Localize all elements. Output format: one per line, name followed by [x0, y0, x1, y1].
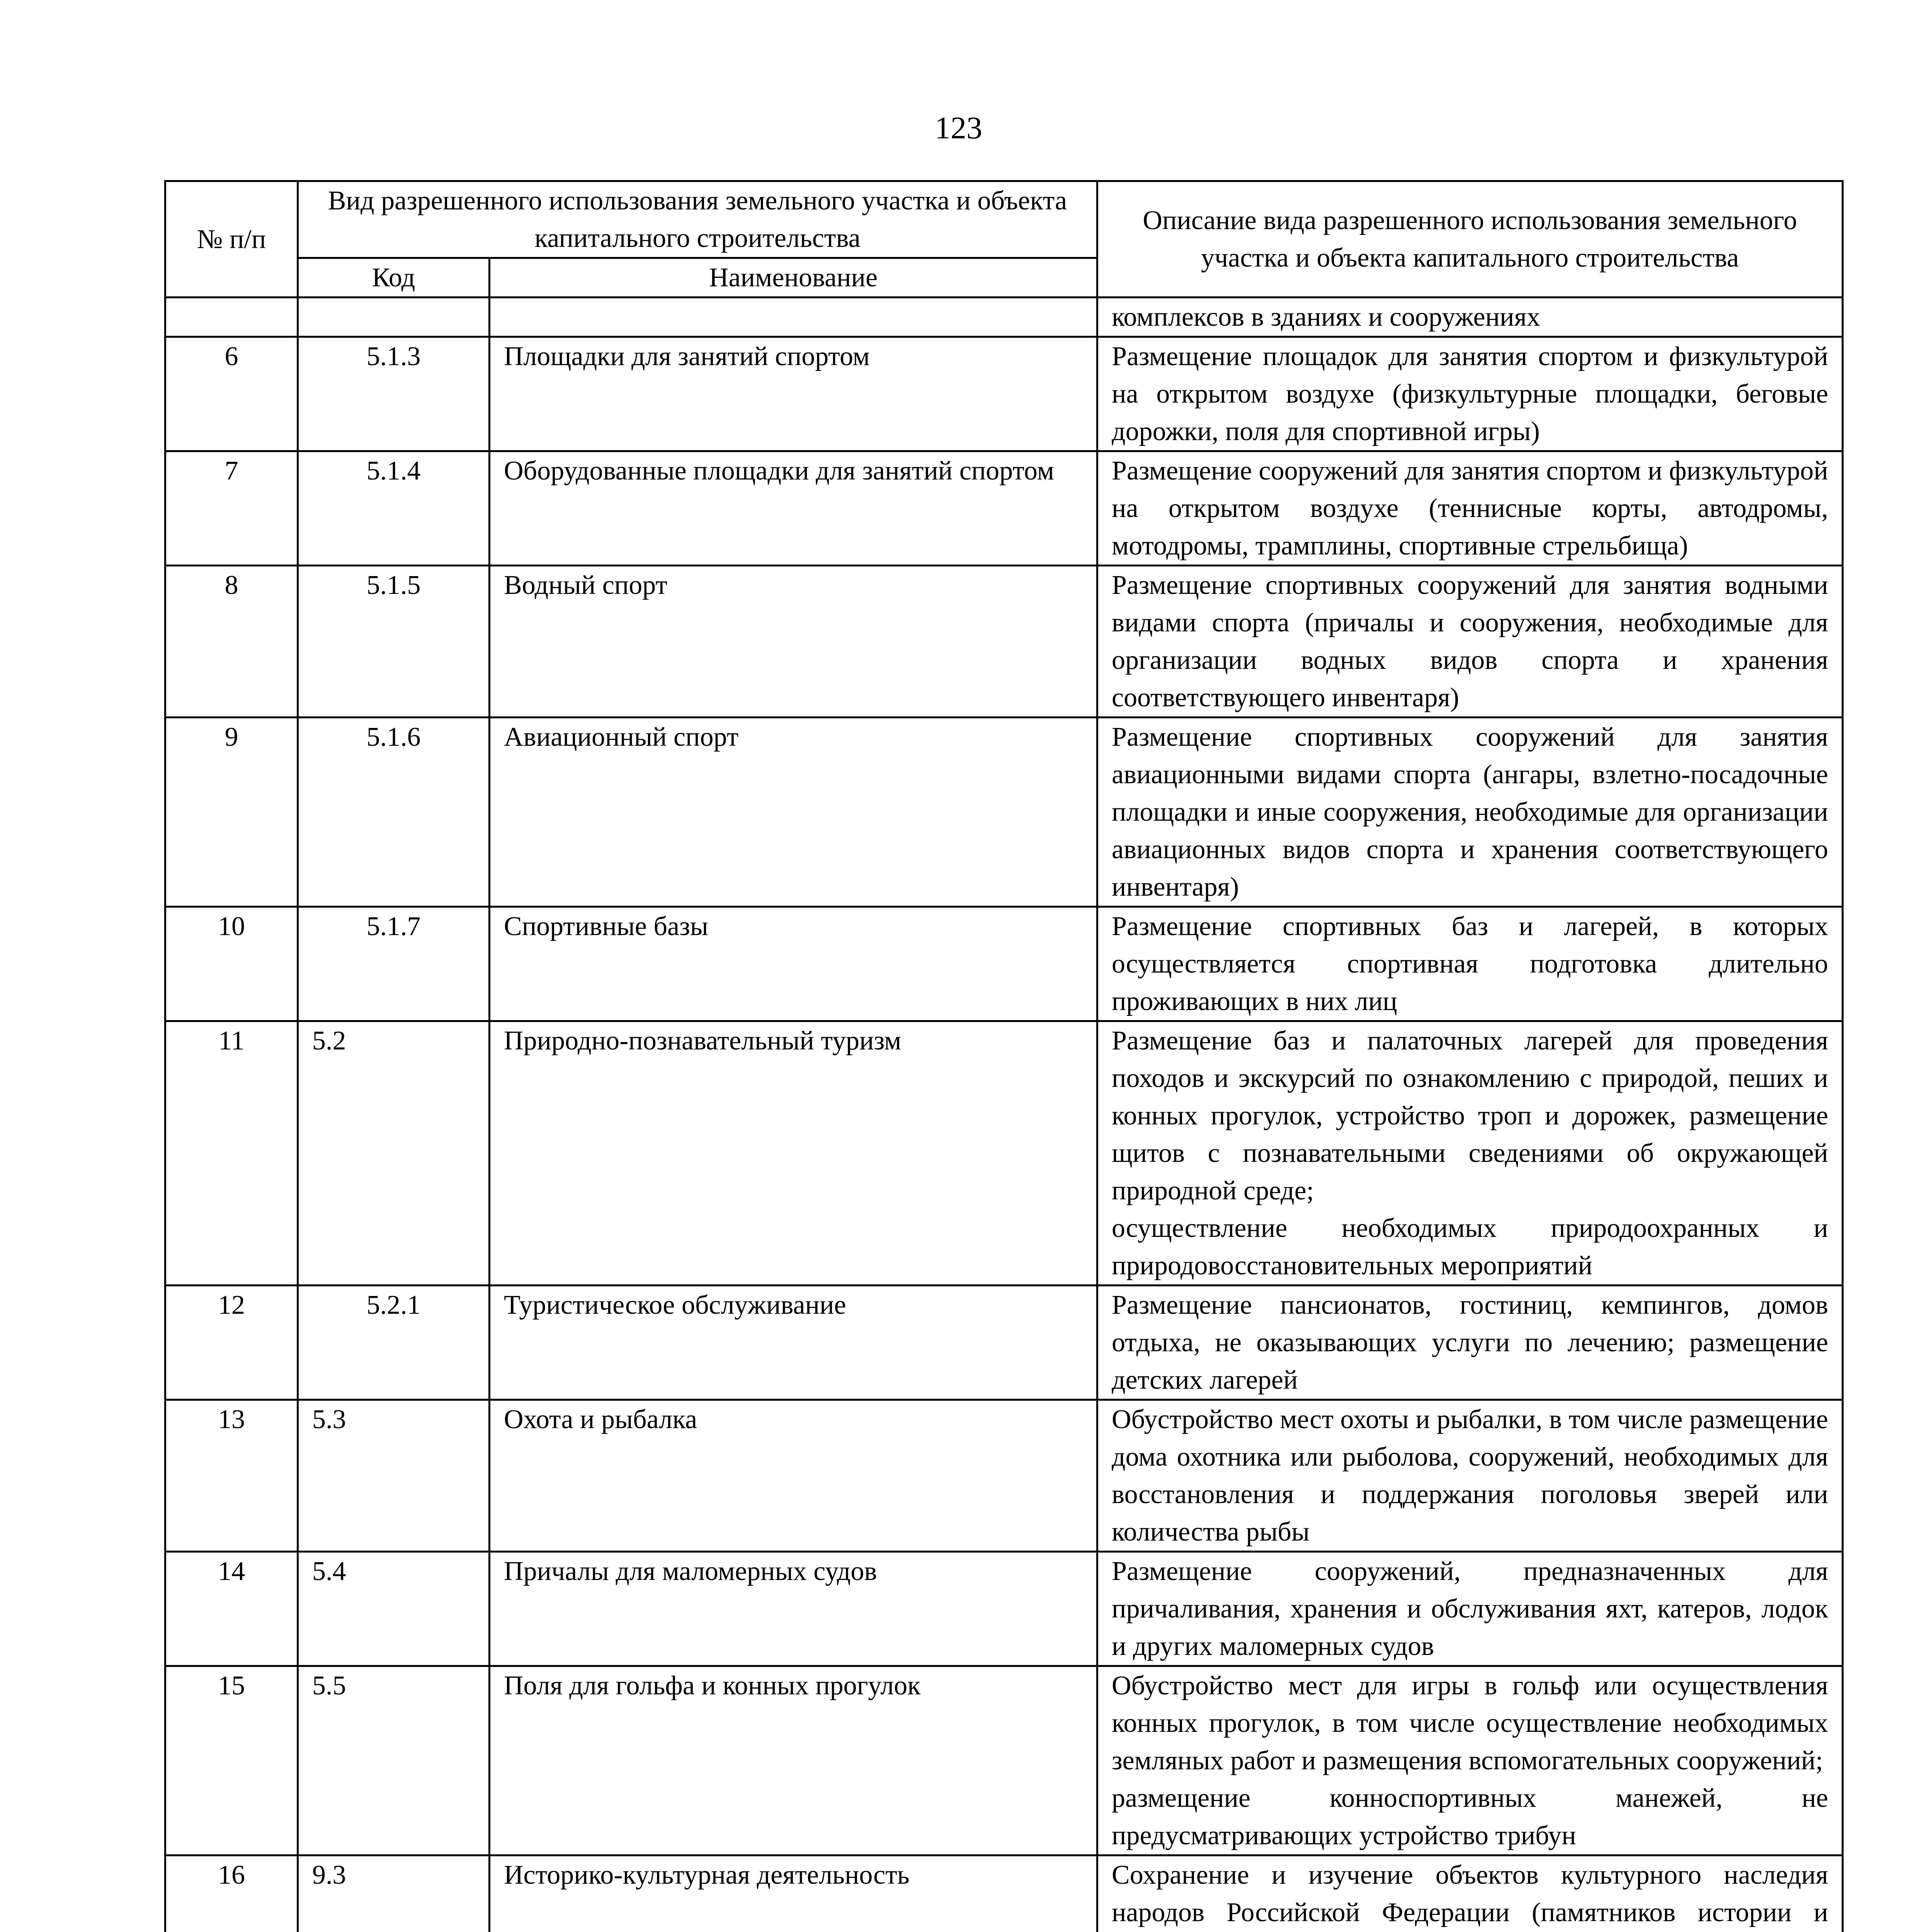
row-code: 9.3 [298, 1855, 490, 1932]
row-description [1097, 337, 1843, 451]
continuation-num-cell [165, 298, 298, 337]
row-number: 6 [165, 337, 298, 451]
table-row [165, 451, 1843, 566]
description-paragraph: Обустройство мест охоты и рыбалки, в том числе размещение дома охотника или рыболова, сооружений, необходимых для восстановления и поддержания поголовья зверей или количества рыбы [1112, 1405, 1829, 1547]
row-name: Оборудованные площадки для занятий спортом [490, 451, 1097, 566]
row-name: Площадки для занятий спортом [490, 337, 1097, 451]
row-description [1097, 1855, 1843, 1932]
land-use-table [164, 180, 1844, 1932]
table-row [165, 907, 1843, 1021]
continuation-description: комплексов в зданиях и сооружениях [1097, 298, 1843, 337]
row-name: Охота и рыбалка [490, 1400, 1097, 1552]
table-row [165, 1666, 1843, 1855]
row-number: 8 [165, 566, 298, 718]
description-paragraph: размещение конноспортивных манежей, не предусматривающих устройство трибун [1112, 1783, 1829, 1850]
description-paragraph: Размещение спортивных сооружений для занятия водными видами спорта (причалы и сооружения, необходимые для организации водных видов спорта и хранения соответствующего инвентаря) [1112, 570, 1829, 713]
page-number: 123 [935, 110, 982, 145]
description-paragraph: Сохранение и изучение объектов культурного наследия народов Российской Федерации (памятников истории и [1112, 1860, 1829, 1927]
table-row [165, 1552, 1843, 1666]
row-description [1097, 718, 1843, 907]
row-number: 11 [165, 1021, 298, 1286]
row-number: 10 [165, 907, 298, 1021]
table-row [165, 566, 1843, 718]
row-number: 9 [165, 718, 298, 907]
row-code: 5.1.6 [298, 718, 490, 907]
row-description [1097, 907, 1843, 1021]
table-row [165, 718, 1843, 907]
table-row [165, 337, 1843, 451]
row-description [1097, 566, 1843, 718]
row-code: 5.4 [298, 1552, 490, 1666]
row-name: Историко-культурная деятельность [490, 1855, 1097, 1932]
continuation-row [165, 298, 1843, 337]
description-paragraph: Обустройство мест для игры в гольф или осуществления конных прогулок, в том числе осуществление необходимых земляных работ и размещения вспомогательных сооружений; [1112, 1671, 1829, 1776]
description-paragraph: осуществление необходимых природоохранных и природовосстановительных мероприятий [1112, 1213, 1829, 1281]
row-number: 15 [165, 1666, 298, 1855]
row-code: 5.2 [298, 1021, 490, 1286]
description-paragraph: Размещение баз и палаточных лагерей для проведения походов и экскурсий по ознакомлению с природой, пеших и конных прогулок, устройство троп и дорожек, размещение щитов с познавательными сведениями об окружающей природной среде; [1112, 1026, 1829, 1206]
row-name: Авиационный спорт [490, 718, 1097, 907]
row-code: 5.1.4 [298, 451, 490, 566]
table-row [165, 1021, 1843, 1286]
row-name: Туристическое обслуживание [490, 1286, 1097, 1400]
row-code: 5.2.1 [298, 1286, 490, 1400]
description-paragraph: Размещение сооружений, предназначенных для причаливания, хранения и обслуживания яхт, катеров, лодок и других маломерных судов [1112, 1556, 1829, 1661]
description-paragraph: Размещение спортивных сооружений для занятия авиационными видами спорта (ангары, взлетно-посадочные площадки и иные сооружения, необходимые для организации авиационных видов спорта и хранения соответствующего инвентаря) [1112, 722, 1829, 902]
table-row [165, 1400, 1843, 1552]
row-name: Водный спорт [490, 566, 1097, 718]
row-number: 16 [165, 1855, 298, 1932]
row-number: 13 [165, 1400, 298, 1552]
description-paragraph: Размещение пансионатов, гостиниц, кемпингов, домов отдыха, не оказывающих услуги по лечению; размещение детских лагерей [1112, 1290, 1829, 1395]
row-name: Поля для гольфа и конных прогулок [490, 1666, 1097, 1855]
row-description [1097, 451, 1843, 566]
row-description [1097, 1286, 1843, 1400]
continuation-name-cell [490, 298, 1097, 337]
header-code: Код [298, 258, 490, 298]
header-group: Вид разрешенного использования земельного участка и объекта капитального строительства [298, 181, 1097, 258]
row-description [1097, 1400, 1843, 1552]
row-code: 5.1.5 [298, 566, 490, 718]
row-code: 5.3 [298, 1400, 490, 1552]
row-name: Причалы для маломерных судов [490, 1552, 1097, 1666]
header-num: № п/п [165, 181, 298, 298]
description-paragraph: Размещение площадок для занятия спортом и физкультурой на открытом воздухе (физкультурные площадки, беговые дорожки, поля для спортивной игры) [1112, 342, 1829, 446]
description-paragraph: Размещение спортивных баз и лагерей, в которых осуществляется спортивная подготовка длительно проживающих в них лиц [1112, 912, 1829, 1016]
row-number: 14 [165, 1552, 298, 1666]
row-number: 12 [165, 1286, 298, 1400]
row-number: 7 [165, 451, 298, 566]
table-body [165, 298, 1843, 1932]
row-code: 5.1.7 [298, 907, 490, 1021]
row-description [1097, 1552, 1843, 1666]
description-paragraph: Размещение сооружений для занятия спортом и физкультурой на открытом воздухе (теннисные корты, автодромы, мотодромы, трамплины, спортивные стрельбища) [1112, 456, 1829, 561]
table-row [165, 1855, 1843, 1932]
continuation-code-cell [298, 298, 490, 337]
row-code: 5.1.3 [298, 337, 490, 451]
row-code: 5.5 [298, 1666, 490, 1855]
row-description [1097, 1021, 1843, 1286]
header-name: Наименование [490, 258, 1097, 298]
row-description [1097, 1666, 1843, 1855]
header-description: Описание вида разрешенного использования земельного участка и объекта капитального строительства [1097, 181, 1843, 298]
row-name: Спортивные базы [490, 907, 1097, 1021]
row-name: Природно-познавательный туризм [490, 1021, 1097, 1286]
table-row [165, 1286, 1843, 1400]
